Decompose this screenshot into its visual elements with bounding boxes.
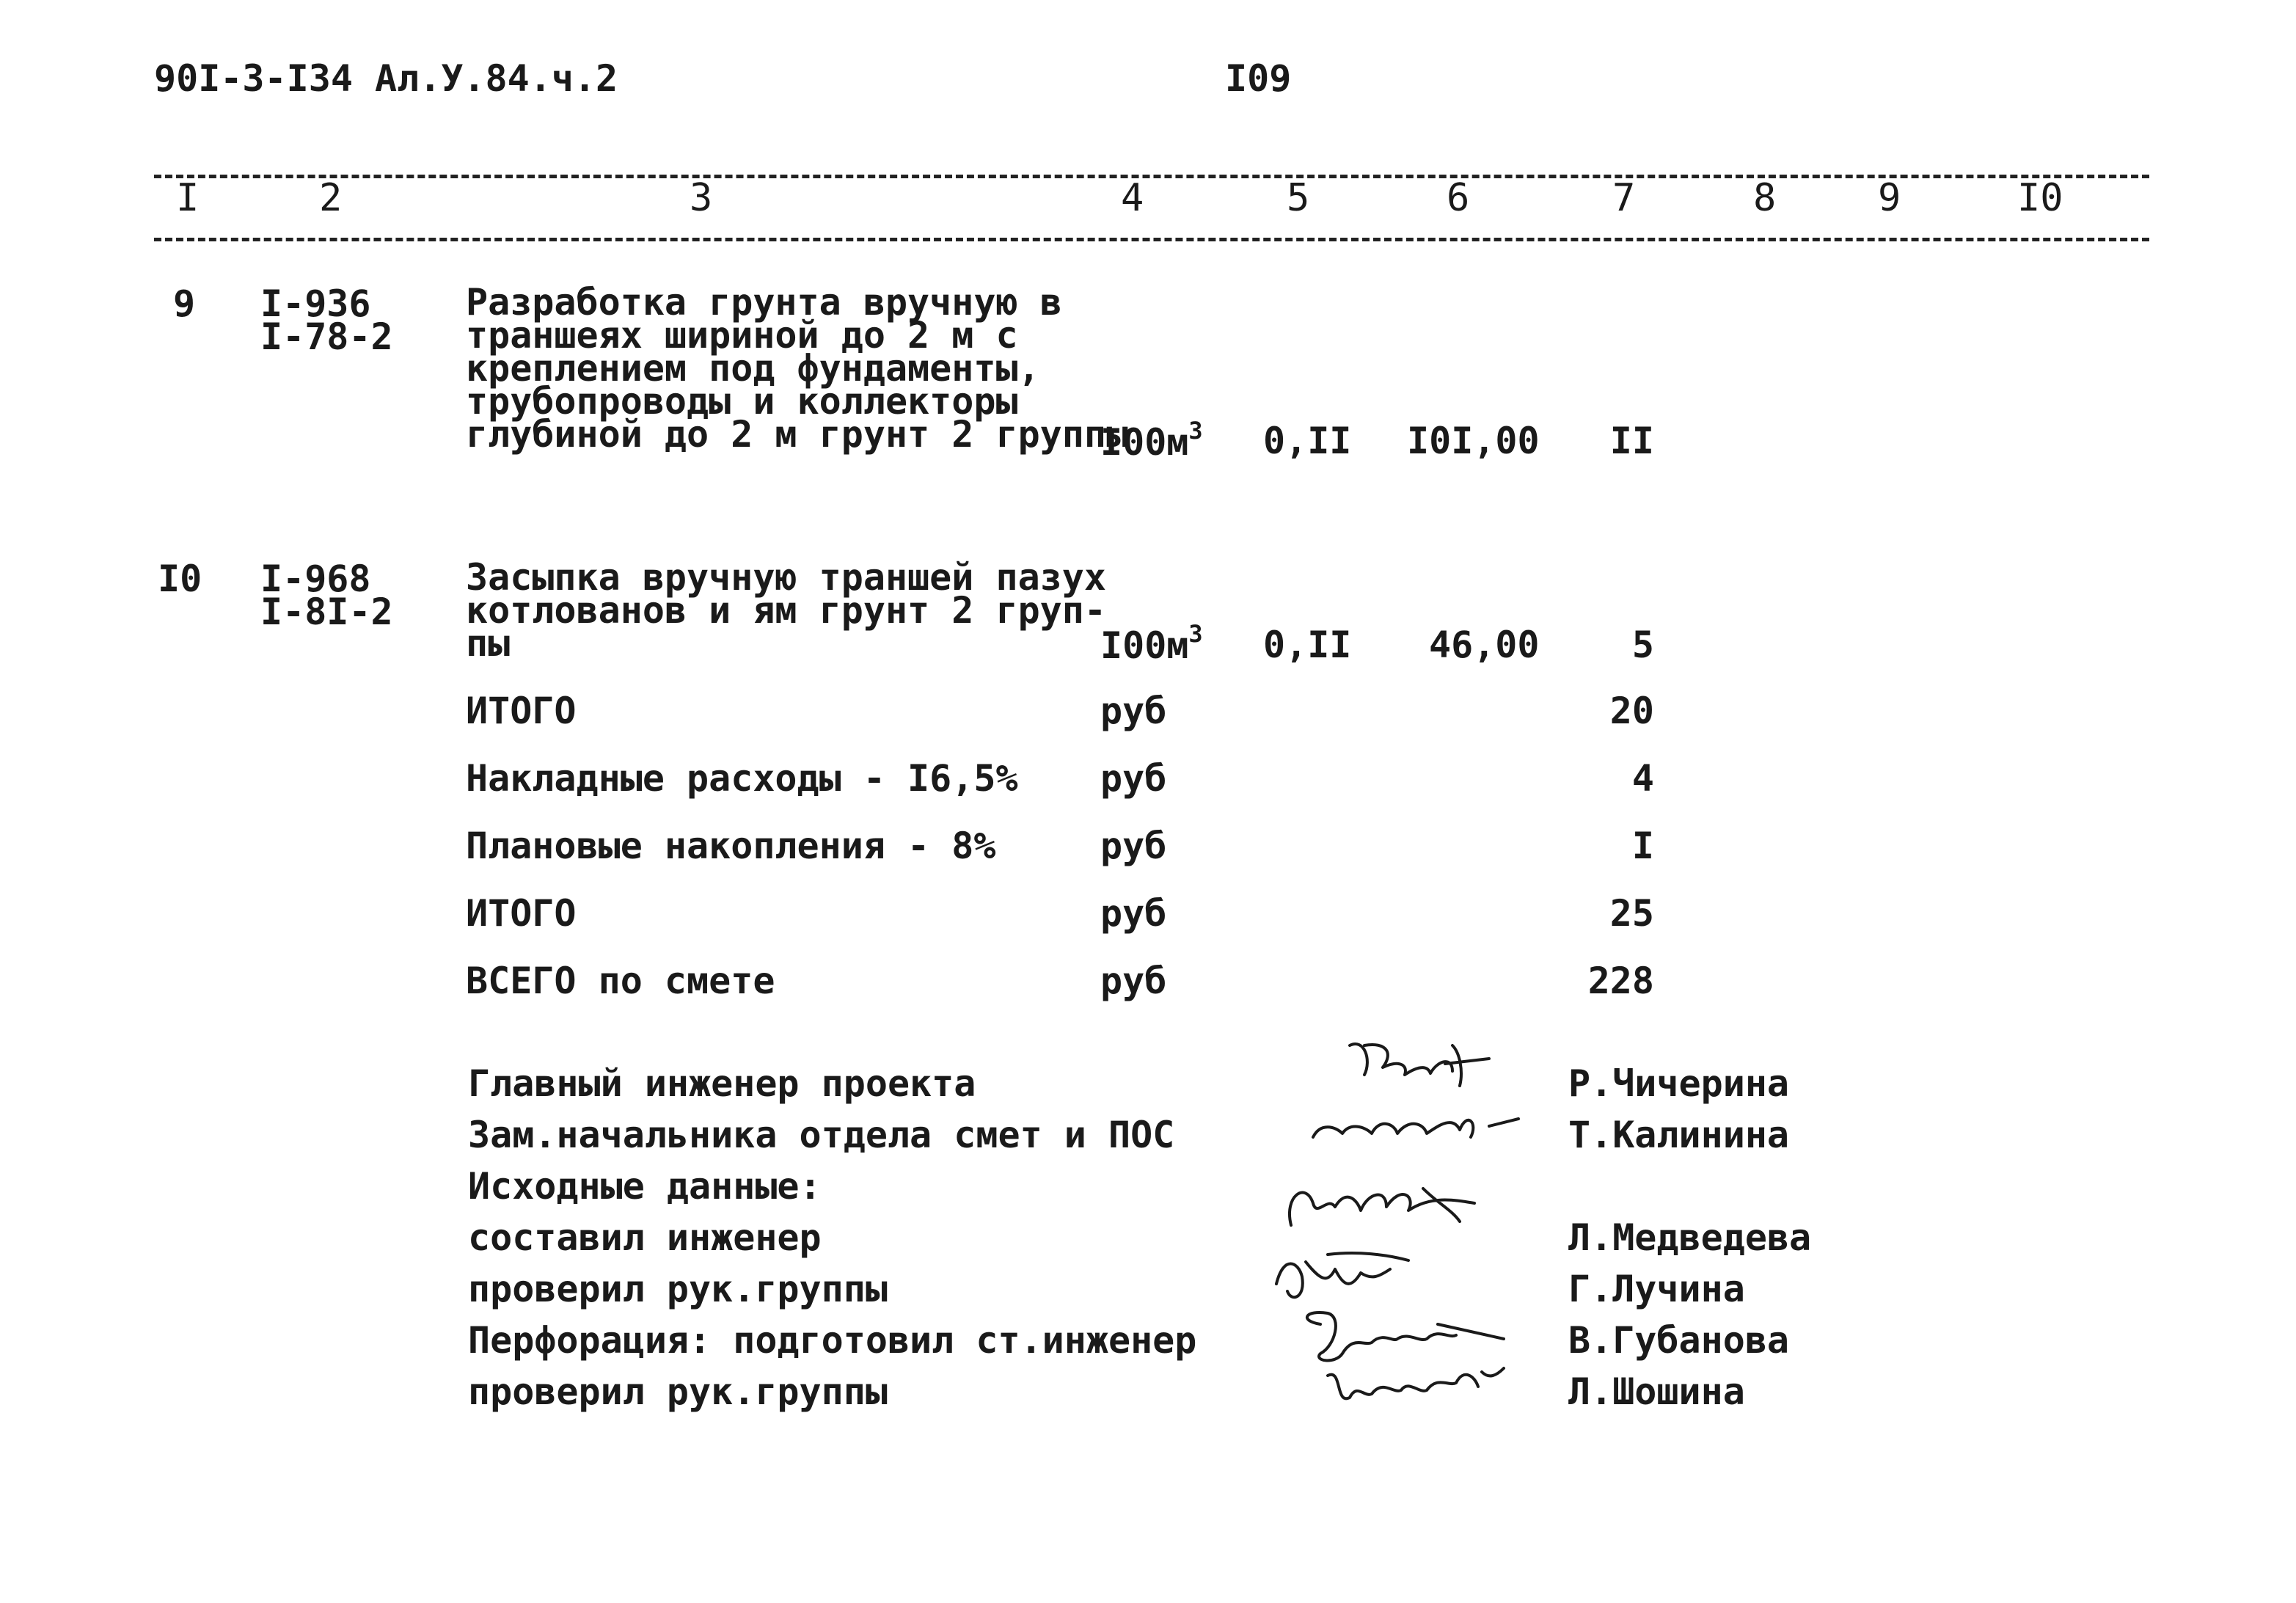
signatory-name: В.Губанова bbox=[1568, 1319, 1790, 1362]
signatory-name: Р.Чичерина bbox=[1568, 1062, 1790, 1105]
summary-total: I bbox=[1631, 825, 1654, 867]
summary-unit: руб bbox=[1100, 757, 1167, 800]
header-bottom-rule bbox=[154, 238, 2149, 241]
signatory-role: Перфорация: подготовил ст.инженер bbox=[468, 1319, 1197, 1362]
column-header-4: 4 bbox=[1121, 176, 1144, 220]
row-total: 5 bbox=[1631, 624, 1654, 666]
summary-total: 4 bbox=[1631, 757, 1654, 800]
unit-of-measure: $I00м^3$ bbox=[1100, 417, 1203, 464]
work-description-line: котлованов и ям грунт 2 груп- bbox=[466, 589, 1106, 632]
column-header-5: 5 bbox=[1287, 176, 1310, 220]
page-number: I09 bbox=[1225, 57, 1292, 100]
handwritten-signature bbox=[1262, 1240, 1452, 1306]
signatory-role: составил инженер bbox=[468, 1216, 822, 1259]
summary-unit: руб bbox=[1100, 892, 1167, 935]
signatory-name: Л.Медведева bbox=[1568, 1216, 1812, 1259]
summary-total: 228 bbox=[1587, 960, 1654, 1002]
unit-price: 46,00 bbox=[1429, 624, 1540, 666]
column-header-2: 2 bbox=[319, 176, 343, 220]
summary-unit: руб bbox=[1100, 825, 1167, 867]
work-description-line: креплением под фундаменты, bbox=[466, 347, 1040, 390]
work-description-line: пы bbox=[466, 622, 511, 665]
summary-total: 20 bbox=[1609, 690, 1654, 732]
signatory-role: проверил рук.группы bbox=[468, 1268, 888, 1310]
rate-code: I-8I-2 bbox=[260, 591, 393, 633]
column-header-9: 9 bbox=[1878, 176, 1901, 220]
signatory-name: Г.Лучина bbox=[1568, 1268, 1745, 1310]
column-header-10: I0 bbox=[2017, 176, 2063, 220]
rate-code: I-936 bbox=[260, 282, 371, 325]
row-number: I0 bbox=[158, 558, 202, 600]
summary-label: Накладные расходы - I6,5% bbox=[466, 757, 1018, 800]
summary-label: Плановые накопления - 8% bbox=[466, 825, 996, 867]
section-label: Исходные данные: bbox=[468, 1165, 822, 1208]
signatory-role: Главный инженер проекта bbox=[468, 1062, 976, 1105]
work-description-line: траншеях шириной до 2 м с bbox=[466, 314, 1018, 357]
work-description-line: Засыпка вручную траншей пазух bbox=[466, 556, 1106, 599]
work-description-line: трубопроводы и коллекторы bbox=[466, 380, 1018, 423]
handwritten-signature bbox=[1306, 1093, 1540, 1159]
column-header-3: 3 bbox=[690, 176, 713, 220]
rate-code: I-968 bbox=[260, 558, 371, 600]
work-description-line: Разработка грунта вручную в bbox=[466, 281, 1062, 324]
row-number: 9 bbox=[173, 282, 196, 325]
signatory-name: Л.Шошина bbox=[1568, 1370, 1745, 1413]
quantity: 0,II bbox=[1263, 624, 1352, 666]
quantity: 0,II bbox=[1263, 420, 1352, 462]
column-header-6: 6 bbox=[1447, 176, 1470, 220]
row-total: II bbox=[1609, 420, 1654, 462]
rate-code: I-78-2 bbox=[260, 315, 393, 358]
document-code: 90I-3-I34 Ал.У.84.ч.2 bbox=[154, 57, 618, 100]
handwritten-signature bbox=[1313, 1354, 1533, 1420]
summary-unit: руб bbox=[1100, 960, 1167, 1002]
work-description-line: глубиной до 2 м грунт 2 группы bbox=[466, 413, 1129, 456]
summary-label: ИТОГО bbox=[466, 690, 577, 732]
column-header-7: 7 bbox=[1612, 176, 1636, 220]
column-header-1: I bbox=[176, 176, 200, 220]
header-top-rule bbox=[154, 175, 2149, 178]
handwritten-signature bbox=[1342, 1031, 1518, 1097]
signatory-role: проверил рук.группы bbox=[468, 1370, 888, 1413]
summary-unit: руб bbox=[1100, 690, 1167, 732]
summary-total: 25 bbox=[1609, 892, 1654, 935]
unit-of-measure: $I00м^3$ bbox=[1100, 620, 1203, 667]
signatory-name: Т.Калинина bbox=[1568, 1114, 1790, 1156]
signatory-role: Зам.начальника отдела смет и ПОС bbox=[468, 1114, 1175, 1156]
column-header-8: 8 bbox=[1753, 176, 1777, 220]
summary-label: ИТОГО bbox=[466, 892, 577, 935]
summary-label: ВСЕГО по смете bbox=[466, 960, 775, 1002]
unit-price: I0I,00 bbox=[1407, 420, 1540, 462]
